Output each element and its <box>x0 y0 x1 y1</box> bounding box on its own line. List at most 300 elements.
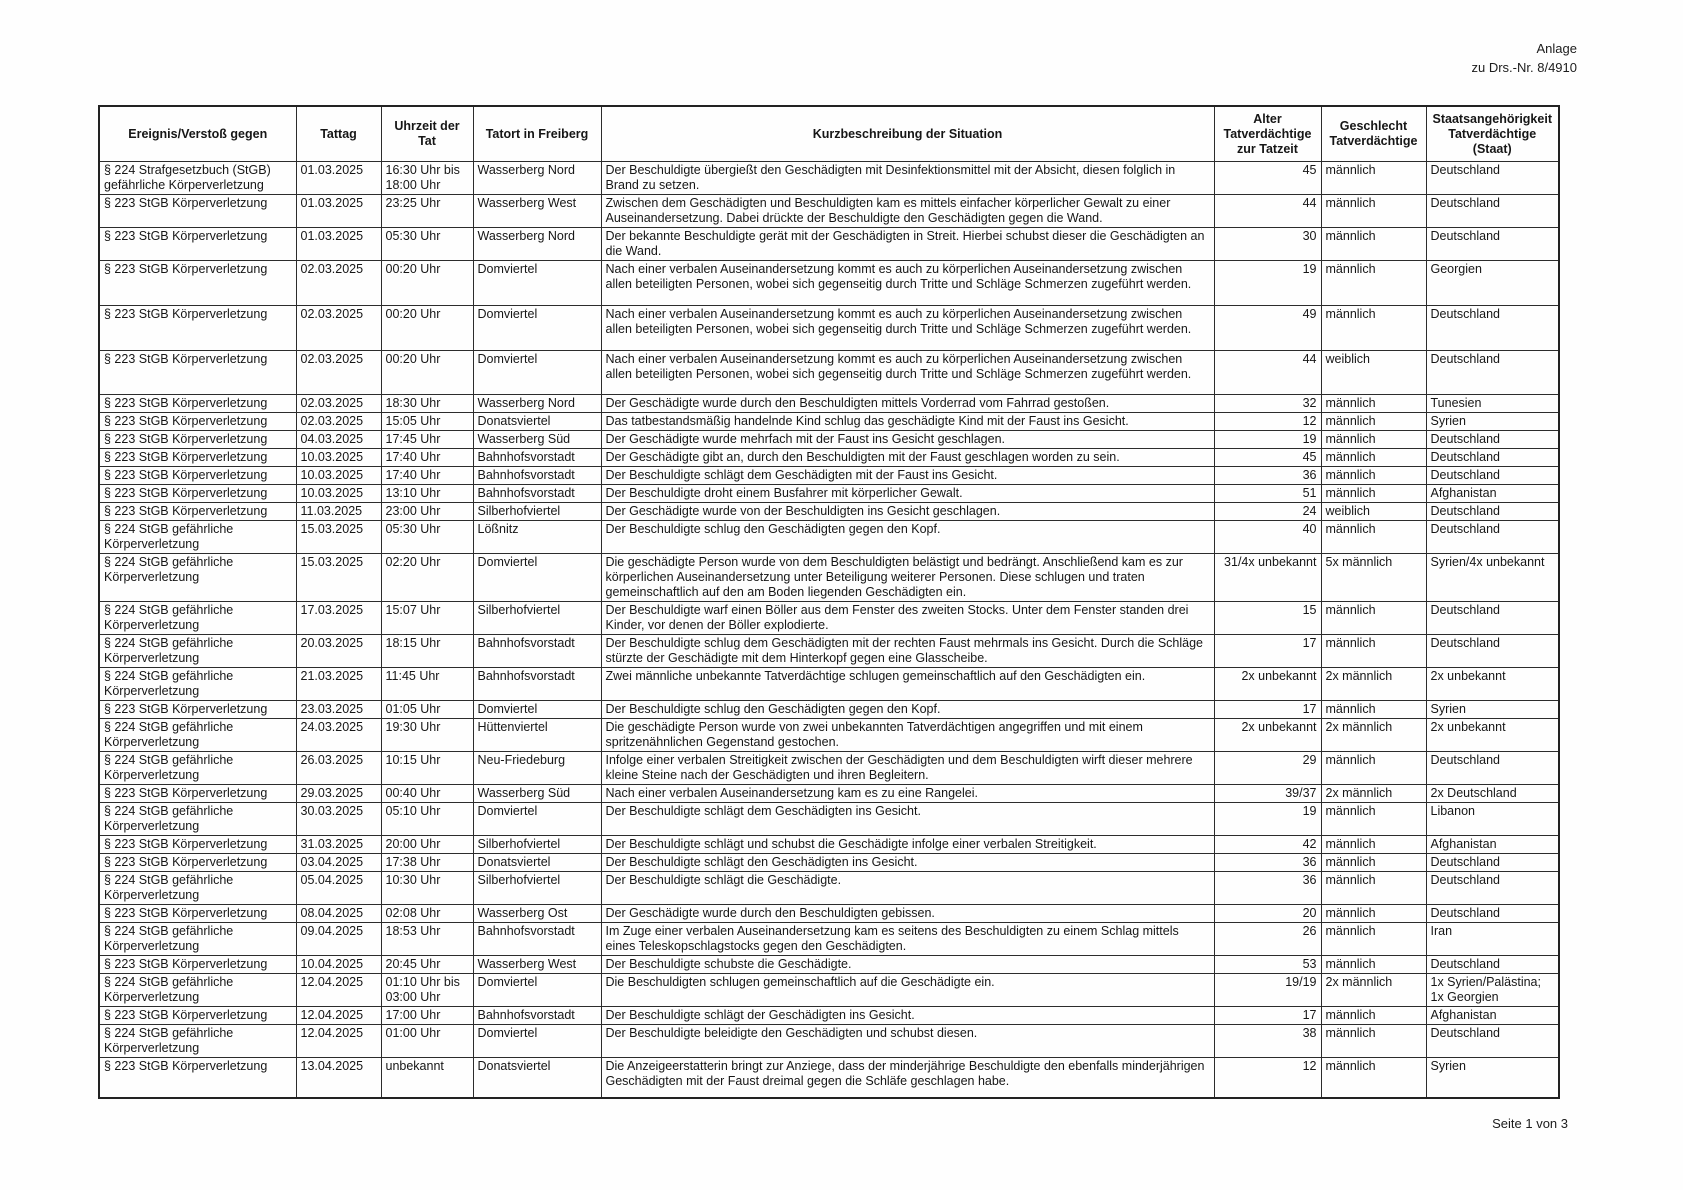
cell-time: 23:00 Uhr <box>381 503 473 521</box>
cell-offense: § 223 StGB Körperverletzung <box>99 467 296 485</box>
cell-nationality: Afghanistan <box>1426 485 1559 503</box>
cell-gender: männlich <box>1321 261 1426 306</box>
column-header-offense: Ereignis/Verstoß gegen <box>99 106 296 162</box>
cell-nationality: Deutschland <box>1426 306 1559 351</box>
cell-location: Wasserberg Nord <box>473 162 601 195</box>
cell-description: Der Beschuldigte droht einem Busfahrer mit körperlicher Gewalt. <box>601 485 1214 503</box>
cell-offense: § 223 StGB Körperverletzung <box>99 413 296 431</box>
cell-nationality: Deutschland <box>1426 449 1559 467</box>
cell-age: 44 <box>1214 351 1321 395</box>
cell-location: Domviertel <box>473 803 601 836</box>
cell-age: 19 <box>1214 261 1321 306</box>
cell-description: Nach einer verbalen Auseinandersetzung kam es zu eine Rangelei. <box>601 785 1214 803</box>
cell-age: 40 <box>1214 521 1321 554</box>
cell-location: Wasserberg West <box>473 956 601 974</box>
cell-location: Domviertel <box>473 261 601 306</box>
cell-date: 02.03.2025 <box>296 413 381 431</box>
table-row <box>99 228 1559 261</box>
cell-gender: männlich <box>1321 854 1426 872</box>
cell-nationality: Deutschland <box>1426 503 1559 521</box>
cell-date: 13.04.2025 <box>296 1058 381 1098</box>
cell-age: 53 <box>1214 956 1321 974</box>
table-row <box>99 351 1559 395</box>
cell-age: 15 <box>1214 602 1321 635</box>
cell-date: 08.04.2025 <box>296 905 381 923</box>
cell-time: 10:15 Uhr <box>381 752 473 785</box>
cell-date: 10.03.2025 <box>296 467 381 485</box>
cell-time: 23:25 Uhr <box>381 195 473 228</box>
cell-age: 38 <box>1214 1025 1321 1058</box>
cell-time: 17:38 Uhr <box>381 854 473 872</box>
annotation-line-2: zu Drs.-Nr. 8/4910 <box>1471 59 1577 75</box>
table-row <box>99 956 1559 974</box>
cell-offense: § 224 StGB gefährliche Körperverletzung <box>99 602 296 635</box>
cell-time: 17:00 Uhr <box>381 1007 473 1025</box>
cell-date: 01.03.2025 <box>296 195 381 228</box>
cell-nationality: Deutschland <box>1426 602 1559 635</box>
cell-nationality: Afghanistan <box>1426 1007 1559 1025</box>
cell-description: Der Geschädigte gibt an, durch den Beschuldigten mit der Faust geschlagen worden zu sein. <box>601 449 1214 467</box>
cell-location: Bahnhofsvorstadt <box>473 467 601 485</box>
table-row <box>99 668 1559 701</box>
cell-location: Wasserberg West <box>473 195 601 228</box>
column-header-nationality: Staatsangehörigkeit Tatverdächtige (Staat) <box>1426 106 1559 162</box>
cell-location: Donatsviertel <box>473 854 601 872</box>
cell-description: Der Beschuldigte schlug dem Geschädigten mit der rechten Faust mehrmals ins Gesicht. Durch die Schläge stürzte der Geschädigte mit dem Hinterkopf gegen eine Glasscheibe. <box>601 635 1214 668</box>
cell-age: 51 <box>1214 485 1321 503</box>
cell-nationality: Deutschland <box>1426 195 1559 228</box>
column-header-description: Kurzbeschreibung der Situation <box>601 106 1214 162</box>
cell-time: 20:00 Uhr <box>381 836 473 854</box>
cell-date: 12.04.2025 <box>296 974 381 1007</box>
cell-description: Der Beschuldigte schlug den Geschädigten gegen den Kopf. <box>601 701 1214 719</box>
cell-gender: 2x männlich <box>1321 785 1426 803</box>
cell-description: Der Beschuldigte schlägt dem Geschädigten mit der Faust ins Gesicht. <box>601 467 1214 485</box>
table-row <box>99 485 1559 503</box>
cell-gender: männlich <box>1321 449 1426 467</box>
cell-gender: männlich <box>1321 1025 1426 1058</box>
table-row <box>99 701 1559 719</box>
cell-time: 16:30 Uhr bis 18:00 Uhr <box>381 162 473 195</box>
cell-location: Domviertel <box>473 974 601 1007</box>
cell-age: 30 <box>1214 228 1321 261</box>
cell-offense: § 223 StGB Körperverletzung <box>99 503 296 521</box>
cell-date: 02.03.2025 <box>296 395 381 413</box>
cell-time: 00:20 Uhr <box>381 306 473 351</box>
cell-location: Wasserberg Nord <box>473 228 601 261</box>
table-row <box>99 803 1559 836</box>
cell-time: 17:45 Uhr <box>381 431 473 449</box>
table-row <box>99 872 1559 905</box>
cell-age: 36 <box>1214 872 1321 905</box>
cell-gender: männlich <box>1321 413 1426 431</box>
cell-time: 15:07 Uhr <box>381 602 473 635</box>
cell-time: 00:40 Uhr <box>381 785 473 803</box>
cell-time: 05:10 Uhr <box>381 803 473 836</box>
cell-nationality: Syrien <box>1426 413 1559 431</box>
cell-date: 15.03.2025 <box>296 521 381 554</box>
cell-gender: männlich <box>1321 395 1426 413</box>
column-header-location: Tatort in Freiberg <box>473 106 601 162</box>
cell-time: 01:05 Uhr <box>381 701 473 719</box>
cell-gender: männlich <box>1321 467 1426 485</box>
cell-age: 49 <box>1214 306 1321 351</box>
cell-description: Zwei männliche unbekannte Tatverdächtige schlugen gemeinschaftlich auf den Geschädigten ein. <box>601 668 1214 701</box>
cell-nationality: Deutschland <box>1426 854 1559 872</box>
table-body <box>99 162 1559 1098</box>
cell-description: Der Beschuldigte schlägt die Geschädigte. <box>601 872 1214 905</box>
cell-offense: § 223 StGB Körperverletzung <box>99 449 296 467</box>
cell-description: Nach einer verbalen Auseinandersetzung kommt es auch zu körperlichen Auseinandersetzung zwischen allen beteiligten Personen, wobei sich gegenseitig durch Tritte und Schläge Schmerzen zugeführt werden. <box>601 351 1214 395</box>
column-header-gender: Geschlecht Tatverdächtige <box>1321 106 1426 162</box>
cell-nationality: Georgien <box>1426 261 1559 306</box>
cell-description: Der Geschädigte wurde durch den Beschuldigten gebissen. <box>601 905 1214 923</box>
cell-offense: § 224 StGB gefährliche Körperverletzung <box>99 719 296 752</box>
cell-age: 19 <box>1214 803 1321 836</box>
cell-offense: § 224 StGB gefährliche Körperverletzung <box>99 803 296 836</box>
cell-description: Der Beschuldigte warf einen Böller aus dem Fenster des zweiten Stocks. Unter dem Fenster standen drei Kinder, vor denen der Böller explodierte. <box>601 602 1214 635</box>
cell-location: Bahnhofsvorstadt <box>473 485 601 503</box>
cell-gender: männlich <box>1321 306 1426 351</box>
cell-age: 36 <box>1214 854 1321 872</box>
cell-location: Donatsviertel <box>473 413 601 431</box>
cell-age: 19 <box>1214 431 1321 449</box>
table-row <box>99 413 1559 431</box>
cell-age: 2x unbekannt <box>1214 719 1321 752</box>
cell-nationality: Deutschland <box>1426 467 1559 485</box>
cell-time: 20:45 Uhr <box>381 956 473 974</box>
cell-age: 12 <box>1214 413 1321 431</box>
column-header-age: Alter Tatverdächtige zur Tatzeit <box>1214 106 1321 162</box>
cell-offense: § 224 StGB gefährliche Körperverletzung <box>99 923 296 956</box>
cell-age: 44 <box>1214 195 1321 228</box>
cell-description: Der Beschuldigte schlug den Geschädigten gegen den Kopf. <box>601 521 1214 554</box>
cell-date: 30.03.2025 <box>296 803 381 836</box>
cell-gender: männlich <box>1321 752 1426 785</box>
cell-offense: § 224 Strafgesetzbuch (StGB) gefährliche Körperverletzung <box>99 162 296 195</box>
table-row <box>99 503 1559 521</box>
cell-date: 24.03.2025 <box>296 719 381 752</box>
table-row <box>99 602 1559 635</box>
cell-gender: männlich <box>1321 162 1426 195</box>
cell-description: Der Beschuldigte schlägt und schubst die Geschädigte infolge einer verbalen Streitigkeit. <box>601 836 1214 854</box>
cell-nationality: 2x unbekannt <box>1426 719 1559 752</box>
cell-nationality: Syrien <box>1426 1058 1559 1098</box>
cell-gender: 2x männlich <box>1321 974 1426 1007</box>
cell-date: 03.04.2025 <box>296 854 381 872</box>
cell-date: 11.03.2025 <box>296 503 381 521</box>
cell-offense: § 223 StGB Körperverletzung <box>99 956 296 974</box>
cell-location: Domviertel <box>473 306 601 351</box>
cell-time: 02:20 Uhr <box>381 554 473 602</box>
cell-time: 10:30 Uhr <box>381 872 473 905</box>
cell-date: 23.03.2025 <box>296 701 381 719</box>
table-row <box>99 395 1559 413</box>
cell-description: Nach einer verbalen Auseinandersetzung kommt es auch zu körperlichen Auseinandersetzung zwischen allen beteiligten Personen, wobei sich gegenseitig durch Tritte und Schläge Schmerzen zugeführt werden. <box>601 261 1214 306</box>
cell-date: 12.04.2025 <box>296 1007 381 1025</box>
cell-nationality: Deutschland <box>1426 521 1559 554</box>
table-row <box>99 836 1559 854</box>
cell-date: 15.03.2025 <box>296 554 381 602</box>
cell-age: 26 <box>1214 923 1321 956</box>
cell-nationality: Libanon <box>1426 803 1559 836</box>
cell-location: Wasserberg Süd <box>473 431 601 449</box>
cell-offense: § 224 StGB gefährliche Körperverletzung <box>99 521 296 554</box>
table-row <box>99 785 1559 803</box>
cell-date: 09.04.2025 <box>296 923 381 956</box>
cell-location: Donatsviertel <box>473 1058 601 1098</box>
cell-location: Domviertel <box>473 1025 601 1058</box>
cell-gender: 2x männlich <box>1321 668 1426 701</box>
cell-description: Zwischen dem Geschädigten und Beschuldigten kam es mittels einfacher körperlicher Gewalt zu einer Auseinandersetzung. Dabei drückte der Beschuldigte den Geschädigten gegen die Wand. <box>601 195 1214 228</box>
cell-description: Die Anzeigeerstatterin bringt zur Anziege, dass der minderjährige Beschuldigte den ebenfalls minderjährigen Geschädigten mit der Faust dreimal gegen die Schläfe geschlagen habe. <box>601 1058 1214 1098</box>
cell-age: 32 <box>1214 395 1321 413</box>
cell-gender: männlich <box>1321 803 1426 836</box>
cell-gender: männlich <box>1321 431 1426 449</box>
cell-age: 19/19 <box>1214 974 1321 1007</box>
cell-offense: § 224 StGB gefährliche Körperverletzung <box>99 1025 296 1058</box>
cell-location: Domviertel <box>473 701 601 719</box>
cell-age: 17 <box>1214 1007 1321 1025</box>
cell-location: Lößnitz <box>473 521 601 554</box>
column-header-date: Tattag <box>296 106 381 162</box>
annotation-line-1: Anlage <box>1536 41 1577 56</box>
cell-nationality: Deutschland <box>1426 752 1559 785</box>
table-row <box>99 521 1559 554</box>
cell-date: 21.03.2025 <box>296 668 381 701</box>
cell-gender: männlich <box>1321 521 1426 554</box>
cell-date: 26.03.2025 <box>296 752 381 785</box>
cell-description: Der Geschädigte wurde mehrfach mit der Faust ins Gesicht geschlagen. <box>601 431 1214 449</box>
table-row <box>99 923 1559 956</box>
cell-description: Der Beschuldigte schlägt den Geschädigten ins Gesicht. <box>601 854 1214 872</box>
cell-gender: männlich <box>1321 701 1426 719</box>
cell-age: 2x unbekannt <box>1214 668 1321 701</box>
cell-date: 29.03.2025 <box>296 785 381 803</box>
cell-location: Bahnhofsvorstadt <box>473 923 601 956</box>
cell-time: 05:30 Uhr <box>381 228 473 261</box>
cell-nationality: 2x Deutschland <box>1426 785 1559 803</box>
cell-date: 02.03.2025 <box>296 351 381 395</box>
cell-gender: männlich <box>1321 923 1426 956</box>
cell-date: 01.03.2025 <box>296 228 381 261</box>
cell-nationality: Deutschland <box>1426 228 1559 261</box>
cell-gender: 5x männlich <box>1321 554 1426 602</box>
cell-nationality: Deutschland <box>1426 635 1559 668</box>
cell-time: 00:20 Uhr <box>381 351 473 395</box>
cell-offense: § 223 StGB Körperverletzung <box>99 701 296 719</box>
cell-gender: männlich <box>1321 956 1426 974</box>
cell-offense: § 223 StGB Körperverletzung <box>99 485 296 503</box>
cell-date: 02.03.2025 <box>296 261 381 306</box>
cell-offense: § 223 StGB Körperverletzung <box>99 785 296 803</box>
cell-location: Wasserberg Ost <box>473 905 601 923</box>
cell-offense: § 223 StGB Körperverletzung <box>99 306 296 351</box>
table-row <box>99 905 1559 923</box>
annotation-block <box>1472 40 1578 78</box>
cell-nationality: Deutschland <box>1426 431 1559 449</box>
cell-date: 10.03.2025 <box>296 485 381 503</box>
cell-nationality: Deutschland <box>1426 872 1559 905</box>
table-row <box>99 195 1559 228</box>
cell-gender: männlich <box>1321 485 1426 503</box>
cell-time: 18:15 Uhr <box>381 635 473 668</box>
cell-offense: § 223 StGB Körperverletzung <box>99 395 296 413</box>
cell-location: Silberhofviertel <box>473 602 601 635</box>
cell-time: 19:30 Uhr <box>381 719 473 752</box>
cell-nationality: Deutschland <box>1426 905 1559 923</box>
cell-gender: männlich <box>1321 905 1426 923</box>
cell-time: 01:00 Uhr <box>381 1025 473 1058</box>
table-row <box>99 635 1559 668</box>
cell-location: Silberhofviertel <box>473 503 601 521</box>
cell-time: 18:53 Uhr <box>381 923 473 956</box>
cell-nationality: Syrien/4x unbekannt <box>1426 554 1559 602</box>
cell-location: Wasserberg Nord <box>473 395 601 413</box>
cell-time: 00:20 Uhr <box>381 261 473 306</box>
cell-gender: weiblich <box>1321 503 1426 521</box>
cell-offense: § 223 StGB Körperverletzung <box>99 228 296 261</box>
cell-description: Der Beschuldigte beleidigte den Geschädigten und schubst diesen. <box>601 1025 1214 1058</box>
cell-date: 04.03.2025 <box>296 431 381 449</box>
cell-offense: § 223 StGB Körperverletzung <box>99 905 296 923</box>
cell-gender: männlich <box>1321 1058 1426 1098</box>
table-row <box>99 449 1559 467</box>
cell-age: 12 <box>1214 1058 1321 1098</box>
cell-nationality: Deutschland <box>1426 956 1559 974</box>
cell-nationality: Deutschland <box>1426 351 1559 395</box>
incident-table <box>98 105 1560 1099</box>
cell-date: 01.03.2025 <box>296 162 381 195</box>
cell-location: Bahnhofsvorstadt <box>473 635 601 668</box>
cell-gender: männlich <box>1321 602 1426 635</box>
cell-location: Neu-Friedeburg <box>473 752 601 785</box>
cell-age: 31/4x unbekannt <box>1214 554 1321 602</box>
table-row <box>99 1058 1559 1098</box>
cell-date: 20.03.2025 <box>296 635 381 668</box>
cell-description: Der Beschuldigte schubste die Geschädigte. <box>601 956 1214 974</box>
cell-gender: männlich <box>1321 836 1426 854</box>
cell-time: 17:40 Uhr <box>381 449 473 467</box>
cell-location: Bahnhofsvorstadt <box>473 1007 601 1025</box>
cell-nationality: Iran <box>1426 923 1559 956</box>
cell-gender: männlich <box>1321 228 1426 261</box>
cell-location: Silberhofviertel <box>473 872 601 905</box>
cell-date: 10.04.2025 <box>296 956 381 974</box>
column-header-time: Uhrzeit der Tat <box>381 106 473 162</box>
cell-offense: § 224 StGB gefährliche Körperverletzung <box>99 872 296 905</box>
cell-gender: männlich <box>1321 872 1426 905</box>
cell-location: Hüttenviertel <box>473 719 601 752</box>
cell-description: Nach einer verbalen Auseinandersetzung kommt es auch zu körperlichen Auseinandersetzung zwischen allen beteiligten Personen, wobei sich gegenseitig durch Tritte und Schläge Schmerzen zugeführt werden. <box>601 306 1214 351</box>
cell-location: Wasserberg Süd <box>473 785 601 803</box>
cell-nationality: Afghanistan <box>1426 836 1559 854</box>
cell-date: 31.03.2025 <box>296 836 381 854</box>
cell-offense: § 223 StGB Körperverletzung <box>99 854 296 872</box>
cell-age: 36 <box>1214 467 1321 485</box>
table-row <box>99 261 1559 306</box>
cell-time: 11:45 Uhr <box>381 668 473 701</box>
cell-age: 39/37 <box>1214 785 1321 803</box>
cell-location: Domviertel <box>473 554 601 602</box>
cell-description: Die geschädigte Person wurde von dem Beschuldigten belästigt und bedrängt. Anschließend kam es zur körperlichen Auseinandersetzung unter Beteiligung weiterer Personen. Diese schlugen und traten gemeinschaftlich auf den am Boden liegenden Geschädigten ein. <box>601 554 1214 602</box>
cell-gender: männlich <box>1321 635 1426 668</box>
cell-nationality: Tunesien <box>1426 395 1559 413</box>
cell-location: Silberhofviertel <box>473 836 601 854</box>
cell-time: 17:40 Uhr <box>381 467 473 485</box>
cell-date: 02.03.2025 <box>296 306 381 351</box>
cell-description: Der Geschädigte wurde von der Beschuldigten ins Gesicht geschlagen. <box>601 503 1214 521</box>
cell-offense: § 224 StGB gefährliche Körperverletzung <box>99 635 296 668</box>
table-row <box>99 752 1559 785</box>
cell-nationality: 2x unbekannt <box>1426 668 1559 701</box>
cell-offense: § 223 StGB Körperverletzung <box>99 261 296 306</box>
cell-description: Der Beschuldigte schlägt der Geschädigten ins Gesicht. <box>601 1007 1214 1025</box>
cell-offense: § 223 StGB Körperverletzung <box>99 431 296 449</box>
cell-time: 18:30 Uhr <box>381 395 473 413</box>
cell-age: 45 <box>1214 449 1321 467</box>
cell-offense: § 223 StGB Körperverletzung <box>99 351 296 395</box>
cell-description: Die geschädigte Person wurde von zwei unbekannten Tatverdächtigen angegriffen und mit einem spritzenähnlichen Gegenstand gestochen. <box>601 719 1214 752</box>
cell-age: 20 <box>1214 905 1321 923</box>
cell-offense: § 224 StGB gefährliche Körperverletzung <box>99 974 296 1007</box>
table-row <box>99 1007 1559 1025</box>
cell-time: unbekannt <box>381 1058 473 1098</box>
cell-gender: weiblich <box>1321 351 1426 395</box>
cell-description: Der Geschädigte wurde durch den Beschuldigten mittels Vorderrad vom Fahrrad gestoßen. <box>601 395 1214 413</box>
cell-age: 24 <box>1214 503 1321 521</box>
cell-location: Domviertel <box>473 351 601 395</box>
table-header-row <box>99 106 1559 162</box>
cell-age: 17 <box>1214 701 1321 719</box>
table-row <box>99 854 1559 872</box>
cell-gender: männlich <box>1321 195 1426 228</box>
cell-date: 05.04.2025 <box>296 872 381 905</box>
cell-description: Im Zuge einer verbalen Auseinandersetzung kam es seitens des Beschuldigten zu einem Schlag mittels eines Teleskopschlagstocks gegen den Geschädigten. <box>601 923 1214 956</box>
cell-offense: § 224 StGB gefährliche Körperverletzung <box>99 752 296 785</box>
cell-age: 42 <box>1214 836 1321 854</box>
cell-offense: § 223 StGB Körperverletzung <box>99 1058 296 1098</box>
cell-offense: § 224 StGB gefährliche Körperverletzung <box>99 668 296 701</box>
cell-age: 45 <box>1214 162 1321 195</box>
cell-date: 12.04.2025 <box>296 1025 381 1058</box>
cell-location: Bahnhofsvorstadt <box>473 449 601 467</box>
table-row <box>99 162 1559 195</box>
cell-description: Der Beschuldigte schlägt dem Geschädigten ins Gesicht. <box>601 803 1214 836</box>
cell-gender: männlich <box>1321 1007 1426 1025</box>
cell-description: Der bekannte Beschuldigte gerät mit der Geschädigten in Streit. Hierbei schubst dieser die Geschädigten an die Wand. <box>601 228 1214 261</box>
cell-description: Das tatbestandsmäßig handelnde Kind schlug das geschädigte Kind mit der Faust ins Gesicht. <box>601 413 1214 431</box>
cell-date: 17.03.2025 <box>296 602 381 635</box>
table-row <box>99 467 1559 485</box>
table-row <box>99 554 1559 602</box>
cell-location: Bahnhofsvorstadt <box>473 668 601 701</box>
cell-nationality: Deutschland <box>1426 162 1559 195</box>
table-row <box>99 431 1559 449</box>
cell-time: 13:10 Uhr <box>381 485 473 503</box>
cell-age: 17 <box>1214 635 1321 668</box>
cell-nationality: Deutschland <box>1426 1025 1559 1058</box>
cell-nationality: Syrien <box>1426 701 1559 719</box>
cell-time: 02:08 Uhr <box>381 905 473 923</box>
cell-description: Der Beschuldigte übergießt den Geschädigten mit Desinfektionsmittel mit der Absicht, diesen folglich in Brand zu setzen. <box>601 162 1214 195</box>
cell-description: Infolge einer verbalen Streitigkeit zwischen der Geschädigten und dem Beschuldigten wirft dieser mehrere kleine Steine nach der Geschädigten und ihren Begleitern. <box>601 752 1214 785</box>
cell-age: 29 <box>1214 752 1321 785</box>
cell-time: 05:30 Uhr <box>381 521 473 554</box>
table-row <box>99 306 1559 351</box>
cell-offense: § 223 StGB Körperverletzung <box>99 836 296 854</box>
table-row <box>99 974 1559 1007</box>
